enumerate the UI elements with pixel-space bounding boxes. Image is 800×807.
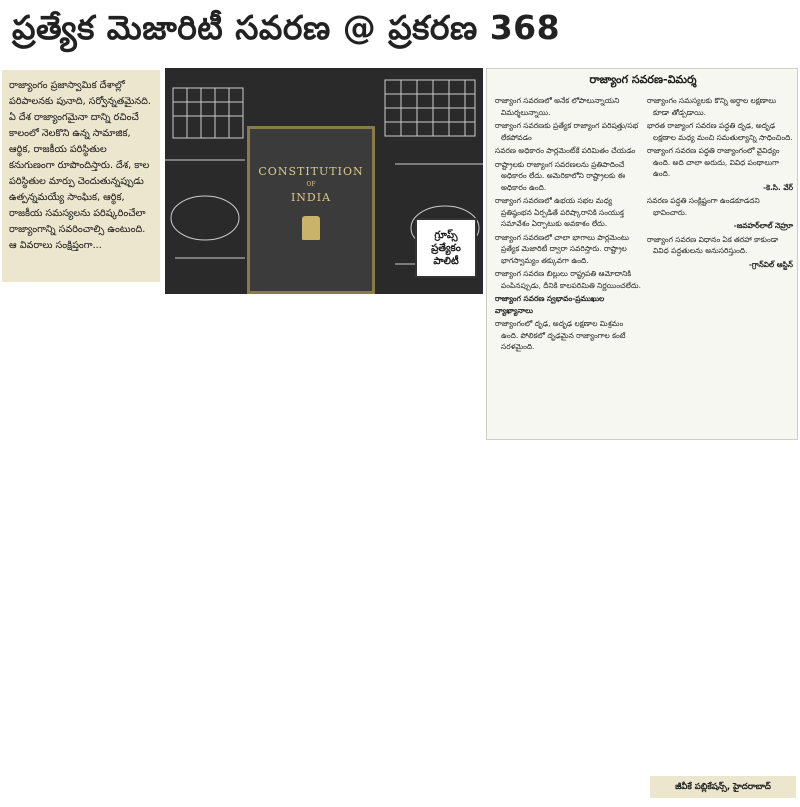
book-title: CONSTITUTION — [258, 165, 364, 178]
intro-box: రాజ్యాంగం ప్రజాస్వామిక దేశాల్లో పరిపాలనకు పునాది, సర్వోన్నతమైనది. ఏ దేశ రాజ్యాంగమైనా దాన్ని రచించే కాలంలో నెలకొని ఉన్న సామాజిక, ఆర్థిక, రాజకీయ పరిస్థితుల కనుగుణంగా రూపొందిస్తారు. దేశ, కాల పరిస్థితుల మార్పు చెందుతున్నప్పుడు ఉత్పన్నమయ్యే సాంఘిక, ఆర్థిక, రాజకీయ సమస్యలను పరిష్కరించేలా రాజ్యాంగాన్ని సవరించాల్సి ఉంటుంది. ఆ వివరాలు సంక్షిప్తంగా... — [2, 70, 160, 282]
sidebar-point: రాజ్యాంగ సవరణకు ప్రత్యేక రాజ్యాంగ పరిషత్తు/సభ లేకపోవడం — [495, 121, 639, 142]
sidebar-point: రాష్ట్రాలకు రాజ్యాంగ సవరణలను ప్రతిపాదించే అధికారం లేదు. అమెరికాలోని రాష్ట్రాలకు ఈ అధికారం ఉంది. — [495, 159, 626, 192]
sidebar-point: రాజ్యాంగ సవరణ పద్ధతి రాజ్యాంగంలో వైవిధ్యం ఉంది. అది చాలా అరుదు, వివిధ పంథాలుగా ఉంది. — [647, 146, 780, 178]
sidebar-point: సవరణ అధికారం పార్లమెంట్‌కే పరిమితం చేయడం — [495, 146, 636, 155]
constitution-photo — [165, 68, 483, 294]
sidebar-point: భారత రాజ్యాంగ సవరణ పద్ధతి దృఢ, అదృఢ లక్షణాల మధ్య మంచి సమతుల్యాన్ని సాధించింది. — [647, 121, 793, 142]
sidebar-quote-author: -కె.సి. వేర్ — [763, 182, 793, 192]
sidebar-point: సవరణ పద్ధతి సంక్లిష్టంగా ఉండకూడదని భావించారు. — [647, 196, 760, 217]
sidebar-quote-author: -గ్రాన్‌విల్ ఆస్టిన్ — [748, 259, 793, 269]
constitution-book — [247, 126, 375, 294]
sidebar-point: రాజ్యాంగ సవరణలో అనేక లోపాలున్నాయని విమర్శలున్నాయి. — [495, 96, 620, 117]
national-emblem-icon — [302, 216, 320, 240]
sidebar-column-1 — [495, 95, 641, 435]
sidebar-column-2 — [647, 95, 793, 435]
sidebar-point: రాజ్యాంగ సవరణ విధానం ఏక తరహా కాకుండా వివిధ పద్ధతులను అనుసరిస్తుంది. — [647, 234, 779, 255]
sidebar-point: రాజ్యాంగంలో దృఢ, అదృఢ లక్షణాల మిశ్రమం ఉంది. పోలికలో దృఢమైన రాజ్యాంగాల కంటే సరళమైంది. — [495, 319, 626, 351]
page-headline: ప్రత్యేక మెజారిటీ సవరణ @ ప్రకరణ 368 — [0, 0, 800, 62]
sidebar-point: రాజ్యాంగ సవరణ బిల్లులు రాష్ట్రపతి ఆమోదానికి పంపినప్పుడు, దీనికి కాలపరిమితి నిర్ణయించలేదు. — [495, 269, 641, 290]
badge-line-1: గ్రూప్స్ — [434, 229, 458, 241]
criticism-sidebar — [486, 68, 798, 440]
badge-line-3: పాలిటీ — [433, 255, 459, 267]
sidebar-subheading: రాజ్యాంగ సవరణ స్వభావం-ప్రముఖుల వ్యాఖ్యానాలు — [495, 294, 605, 315]
sidebar-point: రాజ్యాంగం సమస్యలకు కొన్ని అర్థాల లక్షణాలు కూడా తోడ్పడాయి. — [647, 96, 777, 117]
groups-special-badge — [415, 218, 477, 278]
book-country: INDIA — [290, 191, 332, 204]
badge-line-2: ప్రత్యేకం — [431, 242, 461, 254]
sidebar-title: రాజ్యాంగ సవరణ-విమర్శ — [589, 73, 697, 86]
sidebar-quote-author: -జవహర్‌లాల్ నెహ్రూ — [733, 221, 793, 230]
publisher-credit: జీవీకే పబ్లికేషన్స్, హైదరాబాద్ — [650, 776, 796, 798]
sidebar-point: రాజ్యాంగ సవరణలో చాలా భాగాలు పార్లమెంటు ప్రత్యేక మెజారిటీ ద్వారా సవరిస్తారు. రాష్ట్రాల భాగస్వామ్యం తక్కువగా ఉంది. — [495, 232, 630, 265]
book-of: OF — [306, 181, 316, 188]
sidebar-point: రాజ్యాంగ సవరణలో ఉభయ సభల మధ్య ప్రతిష్ఠంభన ఏర్పడితే పరిష్కారానికి సంయుక్త సమావేశం ఏర్పాటుకు అవకాశం లేదు. — [495, 196, 624, 228]
